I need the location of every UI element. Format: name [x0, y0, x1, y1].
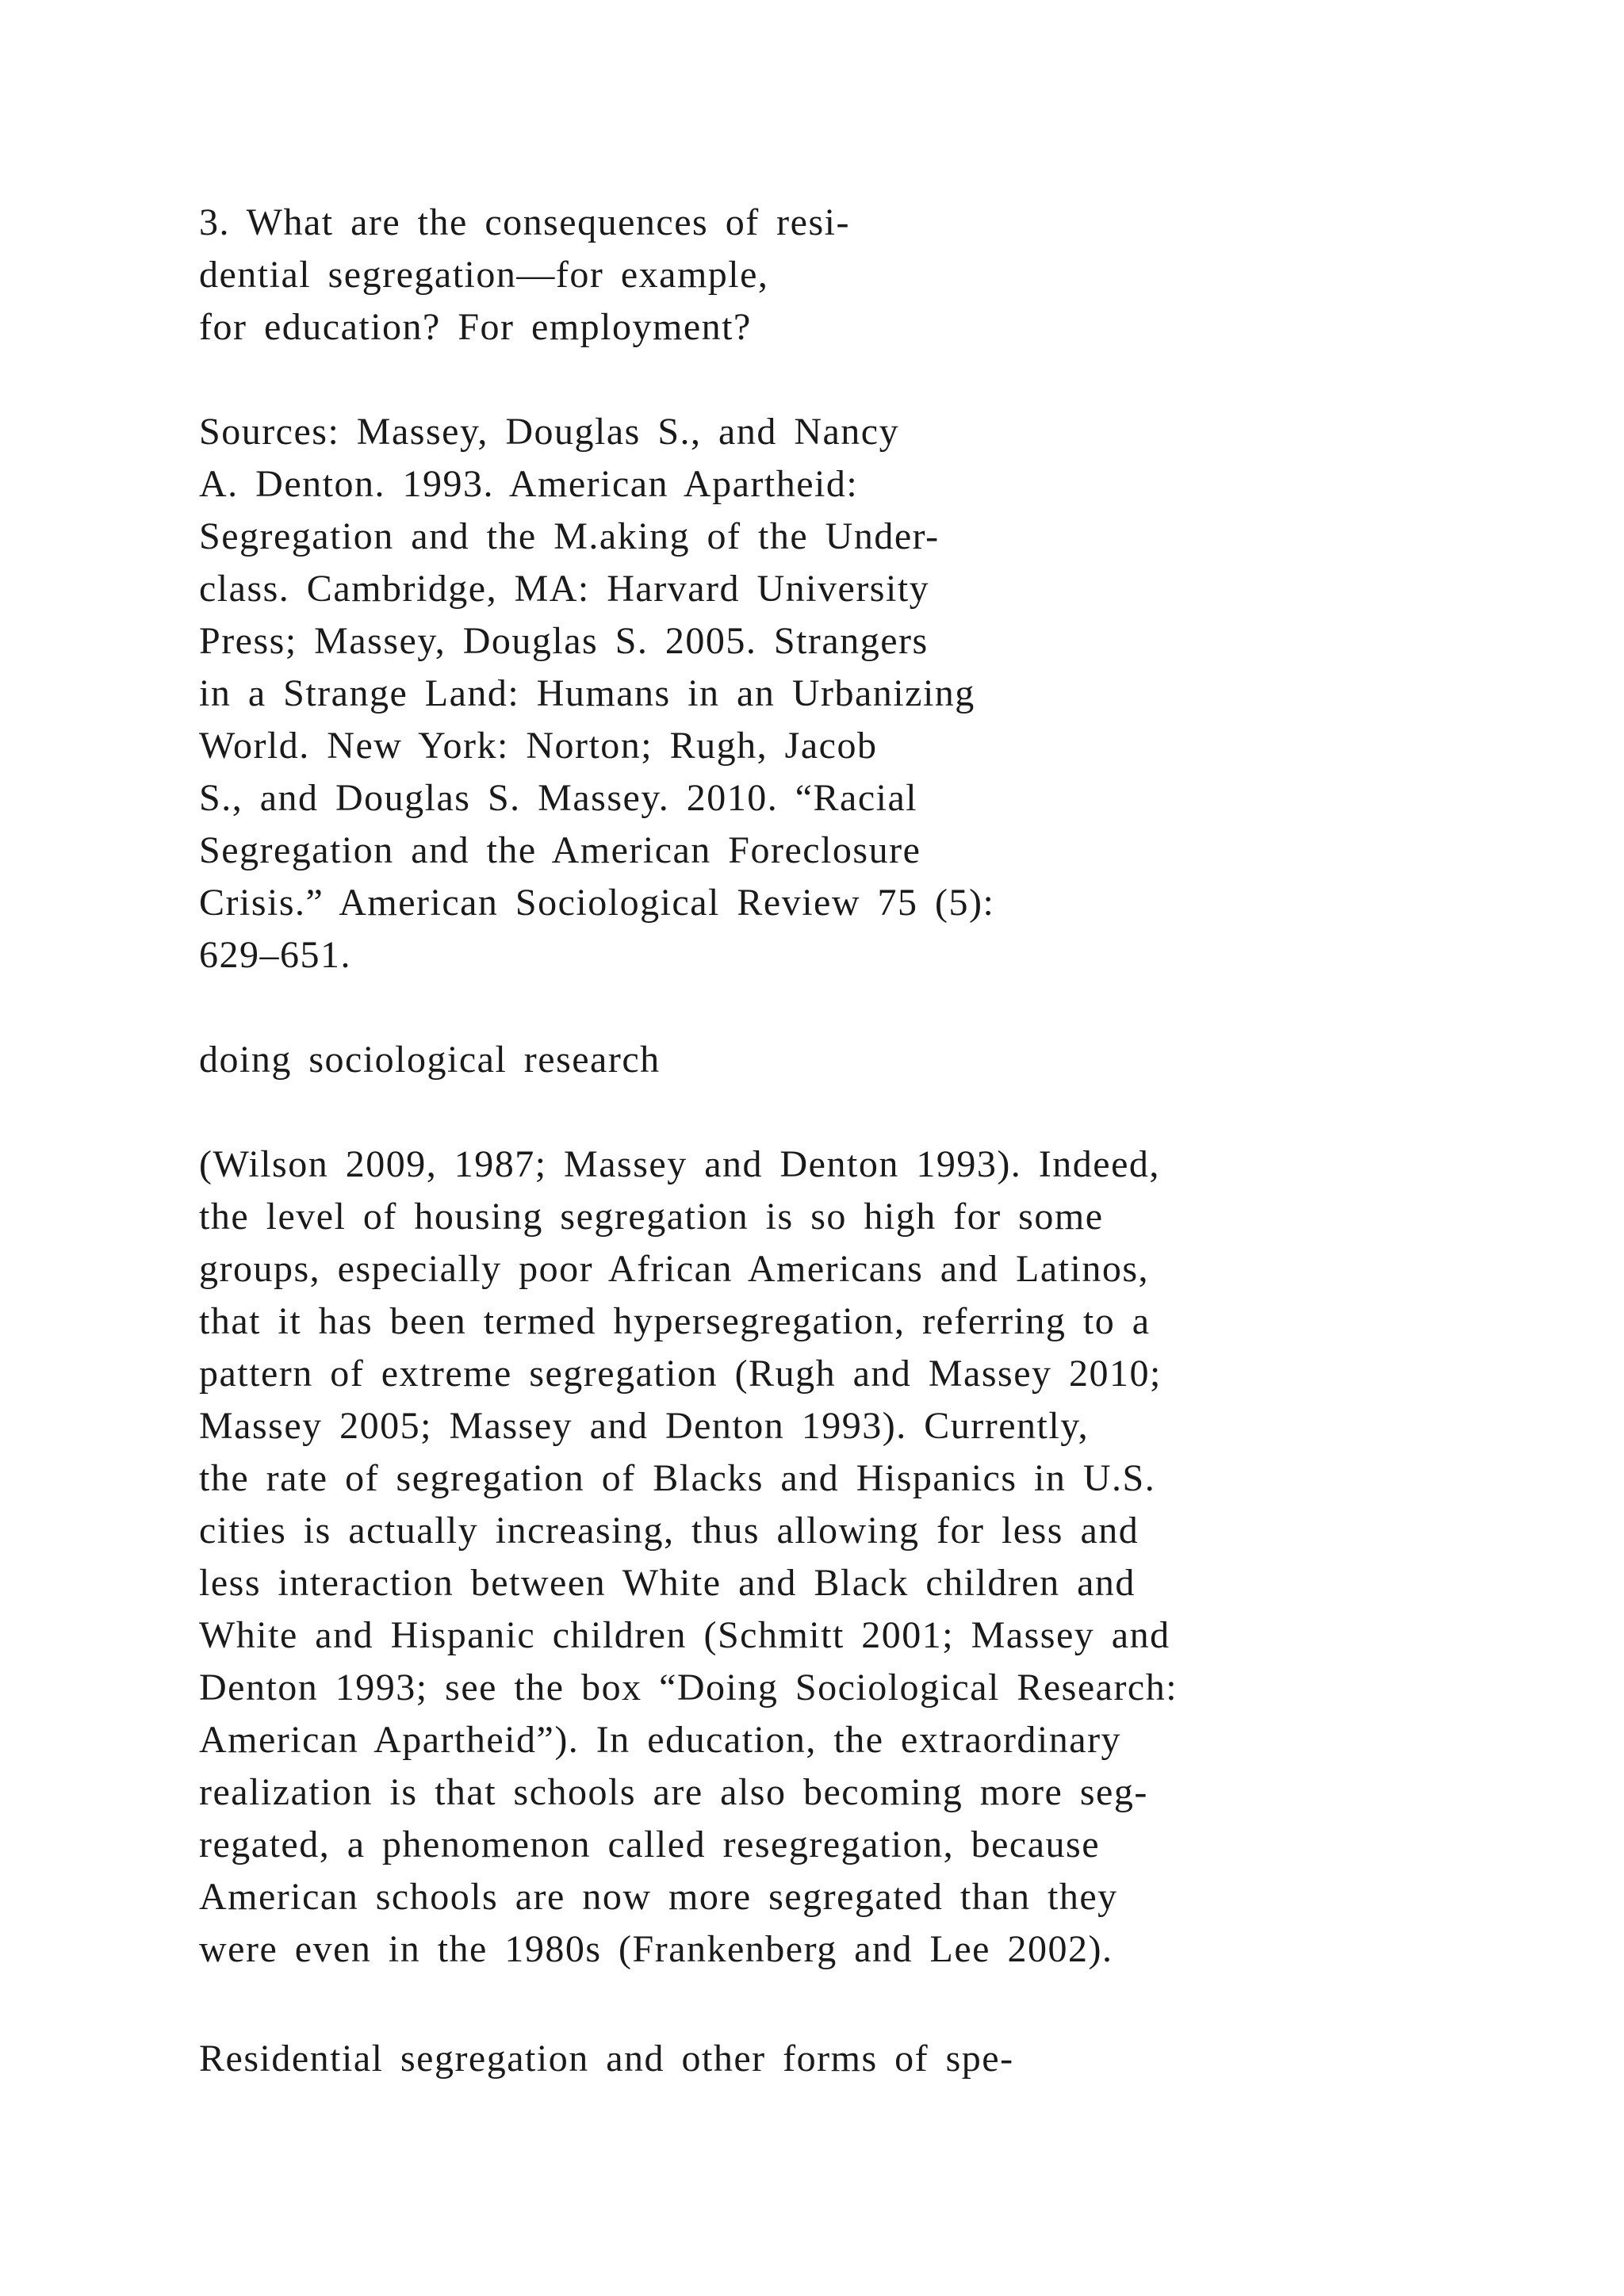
- body-line: White and Hispanic children (Schmitt 2001; Massey and: [199, 1614, 1170, 1656]
- final-line-text: Residential segregation and other forms of spe-: [199, 2038, 1014, 2080]
- box-label: [199, 1034, 661, 1086]
- body-line: Massey 2005; Massey and Denton 1993). Currently,: [199, 1405, 1090, 1447]
- sources-line: Segregation and the American Foreclosure: [199, 829, 921, 871]
- body-line: regated, a phenomenon called resegregation, because: [199, 1823, 1101, 1866]
- body-line: cities is actually increasing, thus allowing for less and: [199, 1510, 1139, 1552]
- sources-line: class. Cambridge, MA: Harvard University: [199, 568, 930, 610]
- question-line: dential segregation—for example,: [199, 254, 769, 296]
- body-line: pattern of extreme segregation (Rugh and Massey 2010;: [199, 1353, 1162, 1395]
- next-paragraph-start: [199, 2033, 1014, 2085]
- question-line: for education? For employment?: [199, 306, 752, 348]
- body-paragraph: [199, 1138, 1178, 1976]
- body-line: American Apartheid”). In education, the extraordinary: [199, 1719, 1122, 1761]
- sources-line: 629–651.: [199, 934, 351, 976]
- sources-line: S., and Douglas S. Massey. 2010. “Racial: [199, 777, 918, 819]
- body-line: Denton 1993; see the box “Doing Sociological Research:: [199, 1667, 1178, 1709]
- body-line: the rate of segregation of Blacks and Hispanics in U.S.: [199, 1457, 1156, 1499]
- body-line: groups, especially poor African Americans and Latinos,: [199, 1248, 1150, 1290]
- body-line: the level of housing segregation is so high for some: [199, 1196, 1104, 1238]
- sources-line: World. New York: Norton; Rugh, Jacob: [199, 725, 878, 767]
- sources-citation: [199, 406, 994, 982]
- body-line: (Wilson 2009, 1987; Massey and Denton 1993). Indeed,: [199, 1143, 1160, 1185]
- body-line: realization is that schools are also becoming more seg-: [199, 1771, 1148, 1813]
- sources-line: Crisis.” American Sociological Review 75 (5):: [199, 882, 995, 924]
- sources-line: Segregation and the M.aking of the Under-: [199, 515, 940, 557]
- body-line: were even in the 1980s (Frankenberg and Lee 2002).: [199, 1928, 1113, 1970]
- body-line: American schools are now more segregated than they: [199, 1876, 1118, 1918]
- sources-line: Press; Massey, Douglas S. 2005. Strangers: [199, 620, 929, 662]
- sources-line: A. Denton. 1993. American Apartheid:: [199, 463, 859, 505]
- body-line: that it has been termed hypersegregation, referring to a: [199, 1300, 1151, 1342]
- box-label-text: doing sociological research: [199, 1039, 661, 1081]
- discussion-question: [199, 197, 850, 354]
- sources-line: Sources: Massey, Douglas S., and Nancy: [199, 411, 900, 453]
- body-line: less interaction between White and Black children and: [199, 1562, 1136, 1604]
- question-line: 3. What are the consequences of resi-: [199, 201, 850, 243]
- sources-line: in a Strange Land: Humans in an Urbanizing: [199, 672, 975, 714]
